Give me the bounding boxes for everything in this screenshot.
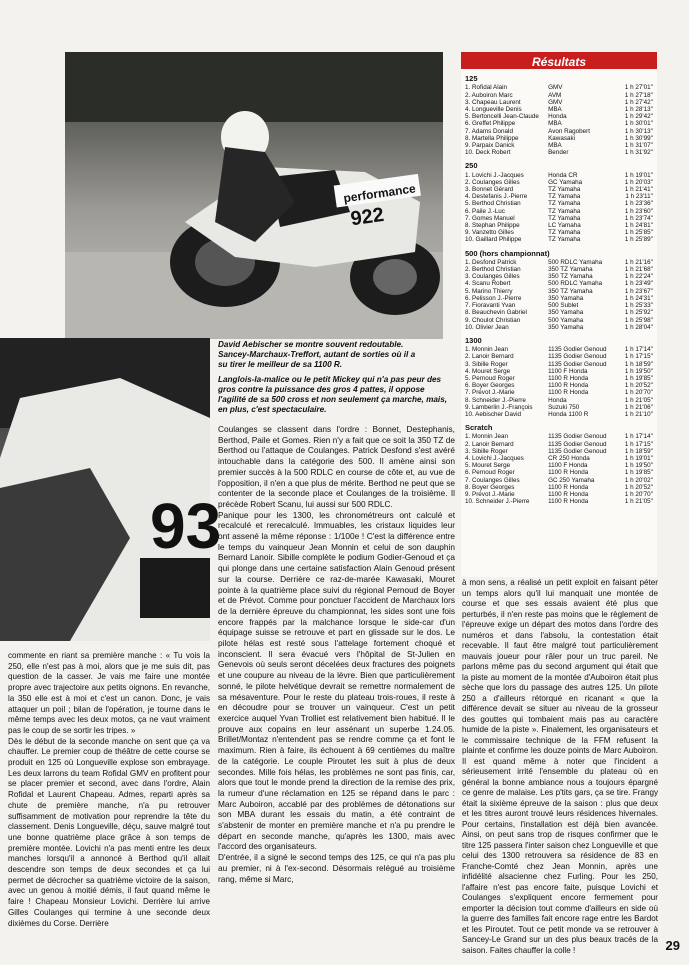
rider-time: 1 h 30'99'' [624, 134, 653, 142]
rider-machine: 1100 F Honda [548, 367, 588, 375]
caption-line-2: Sancey-Marchaux-Treffort, autant de sorties où il a [218, 350, 416, 359]
rider-name: 3. Sibille Roger [465, 447, 508, 455]
rider-machine: TZ Yamaha [548, 236, 581, 244]
rider-machine: Bender [548, 149, 569, 157]
results-row [465, 375, 653, 382]
results-row [465, 280, 653, 287]
rider-time: 1 h 21'68'' [624, 266, 653, 274]
bike-closeup-photo [0, 338, 222, 641]
rider-machine: Avon Ragobert [548, 127, 591, 135]
results-section [465, 337, 653, 418]
rider-name: 6. Pelisson J.-Pierre [465, 294, 522, 302]
rider-machine: TZ Yamaha [548, 214, 581, 222]
rider-name: 6. Pernoud Roger [465, 469, 515, 477]
results-row [465, 120, 653, 127]
rider-name: 8. Stephan Philippe [465, 222, 520, 230]
rider-time: 1 h 25'92'' [624, 309, 653, 317]
rider-name: 10. Schneider J.-Pierre [465, 498, 530, 506]
rider-time: 1 h 19'85'' [624, 374, 653, 382]
rider-name: 8. Martella Philippe [465, 134, 519, 142]
rider-name: 1. Lovichi J.-Jacques [465, 171, 524, 179]
rider-name: 2. Auboiron Marc [465, 91, 513, 99]
rider-machine: CR 250 Honda [548, 454, 590, 462]
results-row [465, 273, 653, 280]
results-row [465, 106, 653, 113]
results-row [465, 441, 653, 448]
results-row [465, 455, 653, 462]
rider-time: 1 h 17'15'' [624, 440, 653, 448]
rider-time: 1 h 21'06'' [624, 403, 653, 411]
results-section [465, 75, 653, 156]
results-row [465, 448, 653, 455]
results-row [465, 484, 653, 491]
bike-sponsor-text: performance [342, 181, 417, 206]
rider-machine: Honda [548, 113, 567, 121]
rider-machine: 1100 R Honda [548, 374, 589, 382]
page-number: 29 [665, 938, 680, 953]
results-row [465, 433, 653, 440]
rider-machine: 1135 Godier Genoud [548, 353, 607, 361]
bike-number-text: 922 [349, 203, 386, 231]
rider-name: 7. Gomes Manuel [465, 214, 515, 222]
results-row [465, 498, 653, 505]
results-row [465, 368, 653, 375]
results-section-title: Scratch [465, 423, 493, 433]
rider-time: 1 h 25'85'' [624, 229, 653, 237]
rider-name: 1. Monnin Jean [465, 433, 509, 441]
results-row [465, 324, 653, 331]
rider-name: 6. Boyer Georges [465, 382, 515, 390]
rider-name: 5. Bertoncelli Jean-Claude [465, 113, 539, 121]
rider-name: 4. Mouret Serge [465, 367, 511, 375]
results-row [465, 259, 653, 266]
rider-time: 1 h 30'01'' [624, 120, 653, 128]
results-row [465, 149, 653, 156]
rider-time: 1 h 18'59'' [624, 447, 653, 455]
rider-time: 1 h 19'50'' [624, 462, 653, 470]
rider-name: 5. Mouret Serge [465, 462, 511, 470]
results-row [465, 92, 653, 99]
intro-paragraph: Langlois-la-malice ou le petit Mickey qui n'a pas peur des gros contre la puissance des gros 4 pattes, il oppose l'agilité de sa 500 cross et non seulement ça marche, mais, en plus, c'est spectaculaire. [218, 375, 448, 414]
rider-machine: 1100 R Honda [548, 389, 589, 397]
rider-name: 5. Pernoud Roger [465, 374, 515, 382]
rider-name: 9. Parpaix Danick [465, 142, 515, 150]
rider-time: 1 h 25'33'' [624, 302, 653, 310]
rider-time: 1 h 21'05'' [624, 396, 653, 404]
rider-time: 1 h 23'60'' [624, 207, 653, 215]
rider-time: 1 h 21'16'' [624, 258, 653, 266]
results-sections [461, 75, 657, 505]
results-row [465, 84, 653, 91]
rider-name: 10. Deck Robert [465, 149, 511, 157]
rider-name: 8. Schneider J.-Pierre [465, 396, 526, 404]
rider-machine: 350 TZ Yamaha [548, 273, 593, 281]
rider-machine: Honda 1100 R [548, 410, 589, 418]
rider-machine: 1100 F Honda [548, 462, 588, 470]
rider-name: 6. Greffet Philippe [465, 120, 516, 128]
results-row [465, 397, 653, 404]
results-row [465, 142, 653, 149]
results-title: Résultats [461, 57, 657, 69]
rider-time: 1 h 23'74'' [624, 214, 653, 222]
rider-time: 1 h 20'52'' [624, 382, 653, 390]
results-row [465, 477, 653, 484]
rider-machine: MBA [548, 142, 562, 150]
rider-machine: LC Yamaha [548, 222, 581, 230]
results-row [465, 288, 653, 295]
results-row [465, 317, 653, 324]
rider-time: 1 h 30'13'' [624, 127, 653, 135]
results-row [465, 215, 653, 222]
results-row [465, 361, 653, 368]
rider-name: 2. Lanoir Bernard [465, 353, 514, 361]
rider-time: 1 h 23'49'' [624, 280, 653, 288]
rider-time: 1 h 17'14'' [624, 346, 653, 354]
rider-name: 9. Prévot J.-Marie [465, 490, 515, 498]
rider-time: 1 h 19'50'' [624, 367, 653, 375]
results-section [465, 250, 653, 331]
rider-name: 9. Lamberlin J.-François [465, 403, 533, 411]
rider-time: 1 h 19'01'' [624, 454, 653, 462]
rider-machine: 1100 R Honda [548, 490, 589, 498]
results-row [465, 404, 653, 411]
rider-time: 1 h 17'14'' [624, 433, 653, 441]
rider-time: 1 h 17'15'' [624, 353, 653, 361]
rider-machine: Suzuki 750 [548, 403, 580, 411]
rider-machine: 1100 R Honda [548, 498, 589, 506]
rider-name: 2. Berthod Christian [465, 266, 521, 274]
results-row [465, 236, 653, 243]
rider-name: 1. Desfond Patrick [465, 258, 517, 266]
results-row [465, 491, 653, 498]
rider-machine: 350 TZ Yamaha [548, 287, 593, 295]
rider-time: 1 h 27'42'' [624, 98, 653, 106]
rider-photo-illustration [65, 52, 443, 339]
rider-machine: 350 Yamaha [548, 309, 584, 317]
rider-name: 2. Lanoir Bernard [465, 440, 514, 448]
rider-name: 7. Adams Donald [465, 127, 513, 135]
rider-machine: TZ Yamaha [548, 200, 581, 208]
rider-time: 1 h 29'42'' [624, 113, 653, 121]
results-row [465, 128, 653, 135]
rider-time: 1 h 25'89'' [624, 236, 653, 244]
mid-paragraph-1: Coulanges se classent dans l'ordre : Bonnet, Destephanis, Berthod, Paile et Gomes. Rien n'y a fait que ce soit la 350 TZ de Berthod ou l'attaque de Coulanges. Patrick Desfond s'est avéré intouchable dans la catégorie des 500. Il amène ainsi son premier succès à la 500 RDLC en course de côte et, au vue de l'opposition, il n'en a que plus de mérite. Berthod ne peut que se contenter de la seconde place et Coulanges de la troisième. Il précède Robert Scanu, lui aussi sur 500 RDLC. [218, 424, 455, 509]
results-section-title: 125 [465, 74, 478, 84]
results-row [465, 135, 653, 142]
rider-name: 1. Rofidal Alain [465, 84, 508, 92]
rider-name: 8. Beauchevin Gabriel [465, 309, 527, 317]
rider-machine: 350 TZ Yamaha [548, 266, 593, 274]
results-section-title: 500 (hors championnat) [465, 248, 550, 258]
rider-machine: TZ Yamaha [548, 186, 581, 194]
rider-time: 1 h 20'70'' [624, 389, 653, 397]
rider-machine: 350 Yamaha [548, 294, 584, 302]
results-row [465, 229, 653, 236]
rider-machine: Honda [548, 396, 567, 404]
rider-machine: 500 Yamaha [548, 316, 584, 324]
rider-name: 10. Olivier Jean [465, 323, 509, 331]
rider-name: 1. Monnin Jean [465, 346, 509, 354]
rider-time: 1 h 19'85'' [624, 469, 653, 477]
rider-machine: 1100 R Honda [548, 469, 589, 477]
rider-time: 1 h 31'92'' [624, 149, 653, 157]
rider-name: 4. Scanu Robert [465, 280, 511, 288]
rider-name: 2. Coulanges Gilles [465, 178, 520, 186]
rider-machine: Kawasaki [548, 134, 576, 142]
results-row [465, 382, 653, 389]
results-row [465, 193, 653, 200]
rider-name: 3. Chapeau Laurent [465, 98, 521, 106]
rider-name: 8. Boyer Georges [465, 483, 515, 491]
results-section-title: 1300 [465, 335, 482, 345]
rider-machine: AVM [548, 91, 562, 99]
rider-time: 1 h 24'31'' [624, 294, 653, 302]
rider-name: 7. Prévot J.-Marie [465, 389, 515, 397]
results-row [465, 113, 653, 120]
article-column-left [8, 651, 210, 941]
rider-name: 4. Longueville Denis [465, 106, 522, 114]
rider-time: 1 h 22'24'' [624, 273, 653, 281]
rider-name: 4. Lovichi J.-Jacques [465, 454, 524, 462]
results-row [465, 295, 653, 302]
results-row [465, 302, 653, 309]
rider-time: 1 h 19'01'' [624, 171, 653, 179]
results-row [465, 309, 653, 316]
rider-name: 3. Coulanges Gilles [465, 273, 520, 281]
rider-machine: GC Yamaha [548, 178, 583, 186]
left-paragraph-1: commente en riant sa première manche : « Tu vois la 250, elle n'est pas à moi, alors que je me suis dit, pas question de la casser. Je vais me faire une montée propre avec trajectoire aux petits oignons. En revanche, la 350 elle est à moi et c'est un canon. Donc, je vais attaquer un poil ; bilan de l'opération, je tourne dans le même temps avec les deux motos, ça ne vaut vraiment pas le coup de se sortir les tripes. » [8, 651, 210, 735]
rider-name: 3. Bonnet Gérard [465, 186, 514, 194]
results-table [461, 52, 657, 577]
rider-time: 1 h 20'70'' [624, 490, 653, 498]
rider-machine: TZ Yamaha [548, 207, 581, 215]
rider-photo [65, 52, 443, 339]
rider-time: 1 h 18'59'' [624, 360, 653, 368]
rider-machine: GC 250 Yamaha [548, 476, 595, 484]
rider-machine: TZ Yamaha [548, 193, 581, 201]
rider-machine: GMV [548, 84, 563, 92]
results-section-title: 250 [465, 161, 478, 171]
photo-caption [218, 340, 453, 370]
rider-name: 5. Berthod Christian [465, 200, 521, 208]
rider-name: 7. Fioravanti Yvan [465, 302, 516, 310]
rider-name: 9. Choulot Christian [465, 316, 521, 324]
article-column-right [462, 578, 658, 955]
rider-machine: 1100 R Honda [548, 483, 589, 491]
rider-machine: 1135 Godier Genoud [548, 447, 607, 455]
results-row [465, 346, 653, 353]
bike-closeup-illustration [0, 338, 222, 641]
results-row [465, 208, 653, 215]
right-paragraph: à mon sens, a réalisé un petit exploit en faisant péter un temps alors qu'il lui manquait une montée de course et que ses essais avaient été plus que perturbés, il n'en reste pas moins que le règlement de l'épreuve exige un départ des motos dans l'ordre des numéros et dans l'absolu, la contestation était recevable. Il faut être malgré tout particulièrement mauvais joueur pour râler pour un truc pareil. Ne parlons même pas du second argument qui était que la piste au moment de la montée d'Auboiron était plus sèche que lors du passage des autres 125. Un pilote 250 a d'ailleurs rétorqué en ricanant « que la différence devait se situer au niveau de la grosseur des gouttes qui tombaient mais pas au caractère humide de la piste ». Finalement, les organisateurs et le commissaire technique de la FFM refusent la plainte et confirme les douze points de Marc Auboiron. Il est quand même à noter que l'incident a sérieusement irrité l'ensemble du plateau où en général la bonne ambiance nous a toujours épargné ce genre de malaise. Les p'tits gars, ça se tire. Frangy était la sixième épreuve de la saison : plus que deux et les titres auront trouvé leurs résidences hivernales. Pour certains, l'installation est déjà bien avancée. Ainsi, on peut sans trop de risques confirmer que le titre 125 passera l'inter saison chez Longueville et que celui des 1300 retrouvera sa résidence de 83 en Franche-Comté chez Jean Monnin, après une infidélité alsacienne chez Furling. Pour les 250, l'affaire n'est pas encore faite, puisque Lovichi et Coulanges s'expliquent encore fermement pour emporter la décision tout comme d'ailleurs en side où la guerre des familles fait encore rage entre les Bardot et les Piroutet. Tout ce petit monde va se retrouver à Sancey-Le Grand sur un des plus beaux tracés de la saison. Faites chauffer la colle ! [462, 578, 658, 955]
rider-name: 10. Aebischer David [465, 410, 522, 418]
rider-time: 1 h 20'52'' [624, 483, 653, 491]
rider-time: 1 h 21'41'' [624, 186, 653, 194]
results-row [465, 469, 653, 476]
results-row [465, 179, 653, 186]
caption-line-3: su tirer le meilleur de sa 1100 R. [218, 360, 343, 369]
rider-name: 4. Destefanis J.-Pierre [465, 193, 528, 201]
rider-machine: TZ Yamaha [548, 229, 581, 237]
results-row [465, 186, 653, 193]
rider-machine: 1135 Godier Genoud [548, 433, 607, 441]
rider-name: 10. Gaillard Philippe [465, 236, 522, 244]
results-row [465, 99, 653, 106]
rider-time: 1 h 20'03'' [624, 178, 653, 186]
bike-number-large: 93 [150, 490, 222, 562]
rider-time: 1 h 21'05'' [624, 498, 653, 506]
results-row [465, 266, 653, 273]
mid-paragraph-3: D'entrée, il a signé le second temps des 125, ce qui n'a pas plu au premier, ni à l'ex-second. Désormais relégué au troisième rang, même si Marc, [218, 852, 455, 884]
rider-time: 1 h 24'81'' [624, 222, 653, 230]
results-row [465, 462, 653, 469]
article-column-middle [218, 424, 455, 924]
rider-machine: 500 Sublet [548, 302, 579, 310]
rider-name: 5. Marino Thierry [465, 287, 513, 295]
rider-time: 1 h 21'10'' [624, 410, 653, 418]
rider-machine: 1100 R Honda [548, 382, 589, 390]
results-row [465, 172, 653, 179]
results-row [465, 200, 653, 207]
rider-machine: 1135 Godier Genoud [548, 360, 607, 368]
rider-machine: Honda CR [548, 171, 578, 179]
rider-time: 1 h 20'02'' [624, 476, 653, 484]
rider-name: 6. Paile J.-Luc [465, 207, 505, 215]
rider-time: 1 h 23'67'' [624, 287, 653, 295]
rider-time: 1 h 27'01'' [624, 84, 653, 92]
rider-machine: MBA [548, 106, 562, 114]
mid-paragraph-2: Panique pour les 1300, les chronométreurs ont calculé et recalculé et rerecalculé. Immuables, les cristaux liquides leur ont assené la même réponse : 1/100e ! C'est la différence entre le temps du vainqueur Jean Monnin et celui de son dauphin Bernard Lanoir. Sibille complète le podium Godier-Genoud et ça qui plonge dans une certaine satisfaction Alain Genoud présent sur la course. Derrière ce raz-de-marée Kawasaki, Mouret pointe à la quatrième place suivi du régional Pernoud de Boyer et de Prévot. Comme pour ponctuer l'accident de Marchaux lors de la dernière épreuve du championnat, les sides sont une fois encore frappés par la malchance lorsque le side-car d'un équipage suisse se retrouve et part en glissade sur le dos. Le pilote hélas est resté sous l'attelage fortement choqué et inconscient. Il sera évacué vers l'hôpital de St-Julien en Genevois où seuls seront décelées deux fractures des poignets et une coupure au niveau de la lèvre. Bien que particulièrement sonné, le pilote helvétique devrait se remettre normalement de sa mésaventure. Pour le reste du plateau trois-roues, il reste à en découdre pour se trouver un vainqueur. C'est un petit exercice auquel Yvan Trolliet est relativement bien habitué. Il le prouve aux copains en leur assénant un superbe 1.24.05. Brillet/Montaz n'entendent pas se rendre comme ça et font le maximum. Rien à faire, ils échouent à 69 centièmes du maître de la catégorie. Le couple Piroutet les suit à plus de deux secondes. Mille fois hélas, les problèmes ne sont pas finis, car, alors que tout le monde prend la direction de la remise des prix, la rumeur d'une réclamation en 125 se répand dans le parc : Marc Auboiron, accablé par des problèmes de détonations sur son MBA durant les essais du matin, a été contraint de s'abstenir de monter en première manche et n'a pu prendre le départ en seconde manche, qu'après les 1300, mais avec l'accord des organisateurs. [218, 509, 455, 852]
rider-machine: MBA [548, 120, 562, 128]
results-row [465, 222, 653, 229]
rider-time: 1 h 31'07'' [624, 142, 653, 150]
results-row [465, 389, 653, 396]
rider-time: 1 h 23'11'' [625, 193, 653, 201]
results-section [465, 162, 653, 243]
rider-time: 1 h 28'13'' [624, 106, 653, 114]
rider-name: 3. Sibille Roger [465, 360, 508, 368]
rider-machine: 1135 Godier Genoud [548, 346, 607, 354]
rider-machine: 500 RDLC Yamaha [548, 258, 603, 266]
rider-time: 1 h 27'18'' [624, 91, 653, 99]
rider-machine: 500 RDLC Yamaha [548, 280, 603, 288]
rider-time: 1 h 28'04'' [624, 323, 653, 331]
rider-machine: GMV [548, 98, 563, 106]
rider-machine: 350 Yamaha [548, 323, 584, 331]
rider-time: 1 h 23'36'' [624, 200, 653, 208]
rider-name: 7. Coulanges Gilles [465, 476, 520, 484]
rider-name: 9. Vanzetto Gilles [465, 229, 514, 237]
caption-line-1: David Aebischer se montre souvent redoutable. [218, 340, 404, 349]
rider-machine: 1135 Godier Genoud [548, 440, 607, 448]
results-row [465, 353, 653, 360]
left-paragraph-2: Dès le début de la seconde manche on sent que ça va chauffer. Le premier coup de théâtre de cette course se produit en 125 où Longueville explose son embrayage. Les deux larrons du team Rofidal GMV en profitent pour se placer premier et second, avec dans l'ordre, Alain Rofidal et Laurent Chapeau. Admes, reparti après sa chute de première manche, n'a pu retrouver suffisamment de motivation pour reprendre la tête du classement. Denis Longueville, déçu, sauve malgré tout une bonne quatrième place grâce à son temps de première montée. Lovichi n'a pas menti entre les deux manches lorsqu'il a annoncé à Berthod qu'il allait descendre son temps de deux secondes et ça lui permet de décrocher sa quatrième victoire de la saison, avec un genou à moitié démis, il faut quand même le faire ! Chapeau Monsieur Lovichi. Derrière lui arrive Gilles Coulanges qui termine à une seconde deux dixièmes du Corse. Derrière [8, 736, 210, 928]
rider-time: 1 h 25'98'' [624, 316, 653, 324]
results-row [465, 411, 653, 418]
results-section [465, 424, 653, 505]
